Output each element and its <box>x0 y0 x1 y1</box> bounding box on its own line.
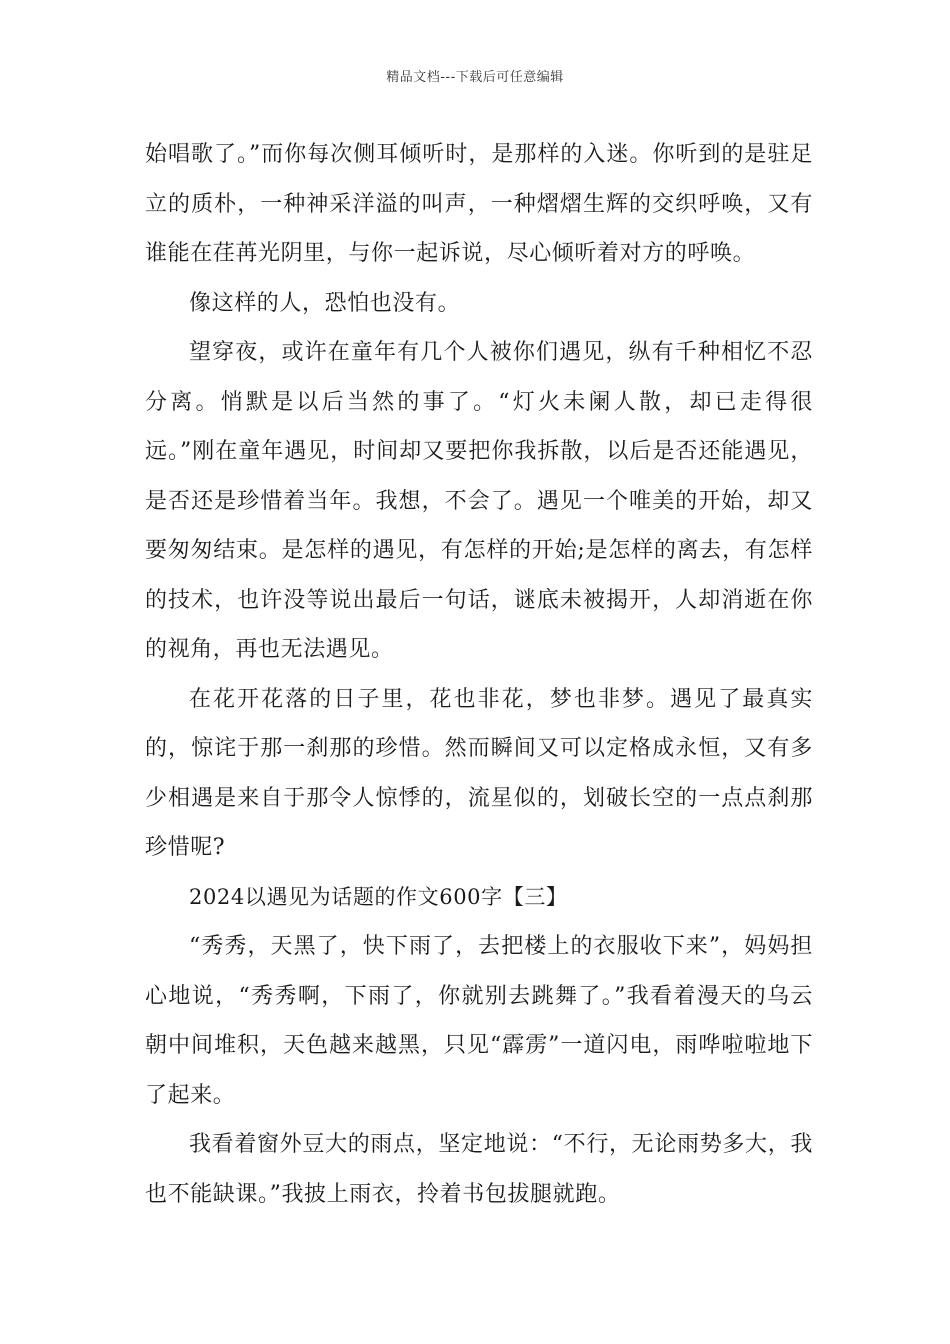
document-body <box>145 130 813 1219</box>
paragraph-continued: 始唱歌了。”而你每次侧耳倾听时，是那样的入迷。你听到的是驻足立的质朴，一种神采洋溢的叫声，一种熠熠生辉的交织呼唤，又有谁能在荏苒光阴里，与你一起诉说，尽心倾听着对方的呼唤。 <box>145 142 813 266</box>
paragraph: “秀秀，天黑了，快下雨了，去把楼上的衣服收下来”，妈妈担心地说，“秀秀啊，下雨了，你就别去跳舞了。”我看着漫天的乌云朝中间堆积，天色越来越黑，只见“霹雳”一道闪电，雨哗啦啦地下了起来。 <box>145 934 813 1108</box>
page-header: 精品文档---下载后可任意编辑 <box>386 70 564 85</box>
paragraph: 我看着窗外豆大的雨点，坚定地说：“不行，无论雨势多大，我也不能缺课。”我披上雨衣，拎着书包拔腿就跑。 <box>145 1132 813 1207</box>
section-heading: 2024以遇见为话题的作文600字【三】 <box>189 884 568 909</box>
paragraph: 望穿夜，或许在童年有几个人被你们遇见，纵有千种相忆不忍分离。悄默是以后当然的事了。“灯火未阑人散，却已走得很远。”刚在童年遇见，时间却又要把你我拆散，以后是否还能遇见，是否还是珍惜着当年。我想，不会了。遇见一个唯美的开始，却又要匆匆结束。是怎样的遇见，有怎样的开始;是怎样的离去，有怎样的技术，也许没等说出最后一句话，谜底未被揭开，人却消逝在你的视角，再也无法遇见。 <box>145 340 813 662</box>
paragraph: 像这样的人，恐怕也没有。 <box>189 290 461 316</box>
paragraph: 在花开花落的日子里，花也非花，梦也非梦。遇见了最真实的，惊诧于那一刹那的珍惜。然而瞬间又可以定格成永恒，又有多少相遇是来自于那令人惊悸的，流星似的，划破长空的一点点刹那珍惜呢? <box>145 686 813 860</box>
